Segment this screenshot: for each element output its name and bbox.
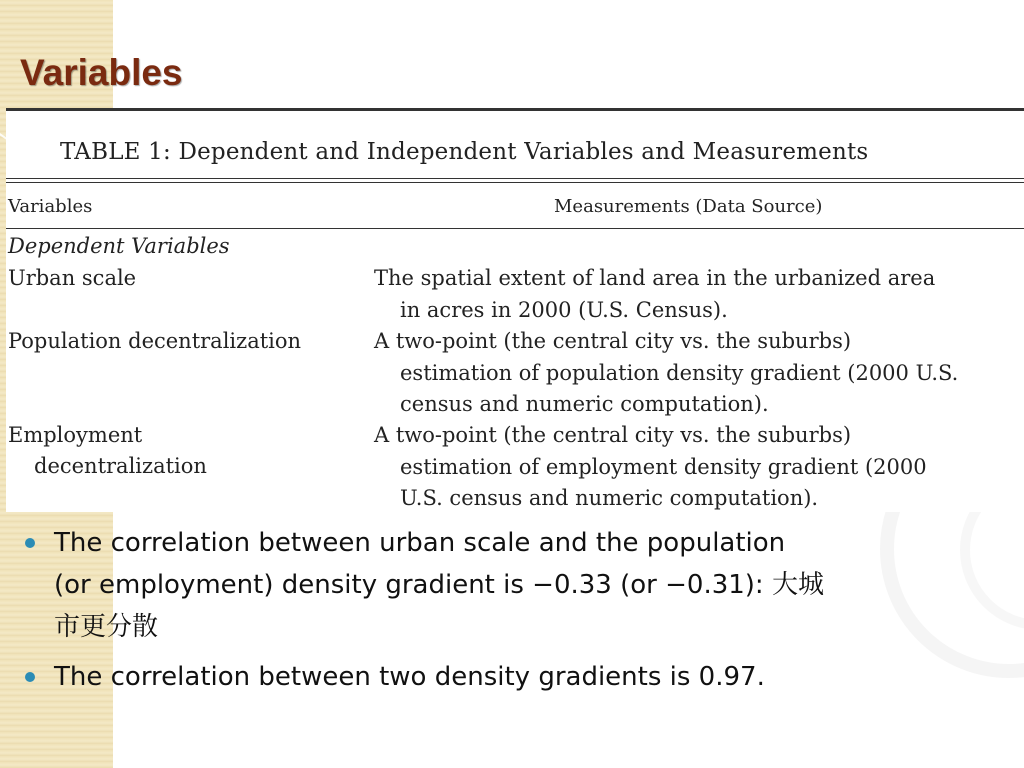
bullet-text-line: (or employment) density gradient is −0.33 (or −0.31): 大城 <box>54 570 824 600</box>
table-caption: TABLE 1: Dependent and Independent Variables and Measurements <box>60 139 869 165</box>
measurement-line: census and numeric computation). <box>400 392 769 416</box>
table-row-measurement <box>374 420 927 515</box>
table-row-measurement <box>374 326 958 421</box>
measurement-line: in acres in 2000 (U.S. Census). <box>400 297 728 322</box>
table-rule <box>6 182 1024 183</box>
bullet-icon <box>25 538 35 548</box>
measurement-line: estimation of population density gradient (2000 U.S. <box>400 360 959 385</box>
table-row-variable <box>8 326 301 357</box>
bullet-text-line: The correlation between two density gradients is 0.97. <box>54 662 765 692</box>
bullet-item <box>22 522 1012 648</box>
bullet-list <box>22 522 1012 706</box>
table-image <box>6 108 1024 512</box>
measurement-line: The spatial extent of land area in the urbanized area <box>374 266 936 290</box>
table-row-measurement <box>374 263 935 326</box>
variable-name-line: Employment <box>8 423 143 447</box>
table-rule <box>6 228 1024 229</box>
table-rule <box>6 178 1024 179</box>
bullet-item <box>22 656 1012 698</box>
variable-name-line: Urban scale <box>8 266 137 290</box>
measurement-line: U.S. census and numeric computation). <box>400 486 819 510</box>
table-rule <box>6 108 1024 111</box>
bullet-icon <box>25 672 35 682</box>
table-row-variable <box>8 420 207 482</box>
table-row-variable <box>8 263 136 294</box>
variable-name-line: decentralization <box>34 454 207 478</box>
bullet-text-line: The correlation between urban scale and the population <box>54 528 786 558</box>
measurement-line: estimation of employment density gradient (2000 <box>400 454 927 479</box>
slide-title: Variables <box>20 52 183 93</box>
column-header-variables: Variables <box>8 196 93 217</box>
measurement-line: A two-point (the central city vs. the suburbs) <box>374 423 852 447</box>
variable-name-line: Population decentralization <box>8 329 302 353</box>
bullet-text-line: 市更分散 <box>54 612 159 642</box>
measurement-line: A two-point (the central city vs. the suburbs) <box>374 329 852 353</box>
section-label: Dependent Variables <box>8 234 230 258</box>
column-header-measurements: Measurements (Data Source) <box>554 196 823 217</box>
